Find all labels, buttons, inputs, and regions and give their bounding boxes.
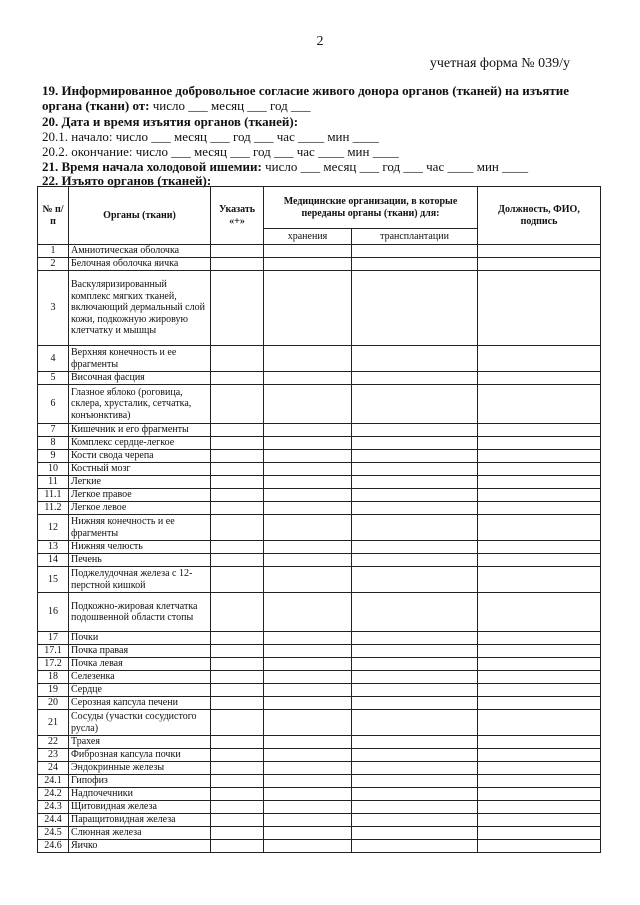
mark-cell[interactable]: [211, 749, 264, 762]
row-number: 24.4: [38, 814, 69, 827]
storage-cell[interactable]: [264, 684, 352, 697]
signature-cell[interactable]: [478, 593, 601, 632]
organ-name: Фиброзная капсула почки: [69, 749, 211, 762]
signature-cell[interactable]: [478, 372, 601, 385]
transplant-cell[interactable]: [352, 736, 478, 749]
row-number: 17.1: [38, 645, 69, 658]
storage-cell[interactable]: [264, 346, 352, 372]
item-21-label: 21. Время начала холодовой ишемии:: [42, 159, 262, 174]
item-20-2-end: 20.2. окончание: число ___ месяц ___ год ___ час ____ мин ____: [42, 144, 399, 159]
transplant-cell[interactable]: [352, 502, 478, 515]
organ-name: Глазное яблоко (роговица, склера, хрусталик, сетчатка, конъюнктива): [69, 385, 211, 424]
signature-cell[interactable]: [478, 645, 601, 658]
signature-cell[interactable]: [478, 710, 601, 736]
transplant-cell[interactable]: [352, 271, 478, 346]
transplant-cell[interactable]: [352, 515, 478, 541]
mark-cell[interactable]: [211, 515, 264, 541]
row-number: 5: [38, 372, 69, 385]
signature-cell[interactable]: [478, 840, 601, 853]
organs-table: [37, 186, 601, 853]
table-row: [38, 658, 601, 671]
mark-cell[interactable]: [211, 762, 264, 775]
storage-cell[interactable]: [264, 671, 352, 684]
item-20-title-text: 20. Дата и время изъятия органов (тканей):: [42, 114, 299, 129]
transplant-cell[interactable]: [352, 450, 478, 463]
signature-cell[interactable]: [478, 489, 601, 502]
signature-cell[interactable]: [478, 554, 601, 567]
transplant-cell[interactable]: [352, 489, 478, 502]
storage-cell[interactable]: [264, 463, 352, 476]
mark-cell[interactable]: [211, 541, 264, 554]
table-row: [38, 245, 601, 258]
organ-name: Трахея: [69, 736, 211, 749]
signature-cell[interactable]: [478, 463, 601, 476]
signature-cell[interactable]: [478, 450, 601, 463]
item-19-line1: [42, 83, 569, 98]
transplant-cell[interactable]: [352, 658, 478, 671]
signature-cell[interactable]: [478, 541, 601, 554]
signature-cell[interactable]: [478, 258, 601, 271]
organ-name: Легкие: [69, 476, 211, 489]
storage-cell[interactable]: [264, 736, 352, 749]
item-19-date: число ___ месяц ___ год ___: [149, 98, 311, 113]
table-row: [38, 385, 601, 424]
organ-name: Надпочечники: [69, 788, 211, 801]
mark-cell[interactable]: [211, 271, 264, 346]
mark-cell[interactable]: [211, 645, 264, 658]
row-number: 11: [38, 476, 69, 489]
organ-name: Серозная капсула печени: [69, 697, 211, 710]
signature-cell[interactable]: [478, 515, 601, 541]
row-number: 11.2: [38, 502, 69, 515]
header-transplant: трансплантации: [352, 229, 478, 245]
signature-cell[interactable]: [478, 385, 601, 424]
mark-cell[interactable]: [211, 710, 264, 736]
table-row: [38, 801, 601, 814]
transplant-cell[interactable]: [352, 840, 478, 853]
organ-name: Кишечник и его фрагменты: [69, 424, 211, 437]
organ-name: Легкое левое: [69, 502, 211, 515]
signature-cell[interactable]: [478, 632, 601, 645]
organ-name: Сердце: [69, 684, 211, 697]
storage-cell[interactable]: [264, 372, 352, 385]
row-number: 11.1: [38, 489, 69, 502]
mark-cell[interactable]: [211, 593, 264, 632]
header-num: № п/п: [38, 187, 69, 245]
transplant-cell[interactable]: [352, 762, 478, 775]
organ-name: Поджелудочная железа с 12-перстной кишкой: [69, 567, 211, 593]
transplant-cell[interactable]: [352, 710, 478, 736]
transplant-cell[interactable]: [352, 684, 478, 697]
row-number: 15: [38, 567, 69, 593]
header-med-orgs: Медицинские организации, в которые переданы органы (ткани) для:: [264, 187, 478, 229]
organ-name: Нижняя конечность и ее фрагменты: [69, 515, 211, 541]
transplant-cell[interactable]: [352, 245, 478, 258]
row-number: 24: [38, 762, 69, 775]
storage-cell[interactable]: [264, 271, 352, 346]
organ-name: Печень: [69, 554, 211, 567]
storage-cell[interactable]: [264, 437, 352, 450]
table-row: [38, 762, 601, 775]
organ-name: Васкуляризированный комплекс мягких тканей, включающий дермальный слой кожи, подкожную жировую клетчатку и мышцы: [69, 271, 211, 346]
organ-name: Височная фасция: [69, 372, 211, 385]
transplant-cell[interactable]: [352, 424, 478, 437]
row-number: 22: [38, 736, 69, 749]
mark-cell[interactable]: [211, 788, 264, 801]
row-number: 20: [38, 697, 69, 710]
signature-cell[interactable]: [478, 801, 601, 814]
signature-cell[interactable]: [478, 271, 601, 346]
storage-cell[interactable]: [264, 645, 352, 658]
storage-cell[interactable]: [264, 632, 352, 645]
item-19-text: 19. Информированное добровольное согласие живого донора органов (тканей) на изъятие: [42, 83, 570, 98]
header-organ: Органы (ткани): [69, 187, 211, 245]
signature-cell[interactable]: [478, 827, 601, 840]
organ-name: Подкожно-жировая клетчатка подошвенной области стопы: [69, 593, 211, 632]
row-number: 8: [38, 437, 69, 450]
row-number: 24.1: [38, 775, 69, 788]
item-19-label: органа (ткани) от:: [42, 98, 150, 113]
signature-cell[interactable]: [478, 749, 601, 762]
table-row: [38, 710, 601, 736]
row-number: 17.2: [38, 658, 69, 671]
transplant-cell[interactable]: [352, 476, 478, 489]
mark-cell[interactable]: [211, 463, 264, 476]
row-number: 13: [38, 541, 69, 554]
row-number: 3: [38, 271, 69, 346]
storage-cell[interactable]: [264, 476, 352, 489]
transplant-cell[interactable]: [352, 567, 478, 593]
table-row: [38, 554, 601, 567]
row-number: 1: [38, 245, 69, 258]
row-number: 24.5: [38, 827, 69, 840]
row-number: 24.6: [38, 840, 69, 853]
transplant-cell[interactable]: [352, 814, 478, 827]
table-row: [38, 593, 601, 632]
header-storage: хранения: [264, 229, 352, 245]
transplant-cell[interactable]: [352, 775, 478, 788]
storage-cell[interactable]: [264, 788, 352, 801]
storage-cell[interactable]: [264, 554, 352, 567]
table-row: [38, 697, 601, 710]
signature-cell[interactable]: [478, 736, 601, 749]
table-row: [38, 840, 601, 853]
mark-cell[interactable]: [211, 245, 264, 258]
signature-cell[interactable]: [478, 437, 601, 450]
transplant-cell[interactable]: [352, 346, 478, 372]
organ-name: Верхняя конечность и ее фрагменты: [69, 346, 211, 372]
mark-cell[interactable]: [211, 554, 264, 567]
signature-cell[interactable]: [478, 775, 601, 788]
storage-cell[interactable]: [264, 385, 352, 424]
signature-cell[interactable]: [478, 476, 601, 489]
table-row: [38, 632, 601, 645]
mark-cell[interactable]: [211, 346, 264, 372]
signature-cell[interactable]: [478, 788, 601, 801]
row-number: 24.2: [38, 788, 69, 801]
storage-cell[interactable]: [264, 502, 352, 515]
signature-cell[interactable]: [478, 697, 601, 710]
item-21-date: число ___ месяц ___ год ___ час ____ мин ____: [261, 159, 529, 174]
table-row: [38, 476, 601, 489]
storage-cell[interactable]: [264, 827, 352, 840]
signature-cell[interactable]: [478, 346, 601, 372]
transplant-cell[interactable]: [352, 437, 478, 450]
storage-cell[interactable]: [264, 840, 352, 853]
row-number: 14: [38, 554, 69, 567]
table-row: [38, 502, 601, 515]
organ-name: Паращитовидная железа: [69, 814, 211, 827]
table-row: [38, 814, 601, 827]
organ-name: Яичко: [69, 840, 211, 853]
table-row: [38, 450, 601, 463]
table-row: [38, 437, 601, 450]
table-row: [38, 684, 601, 697]
transplant-cell[interactable]: [352, 372, 478, 385]
storage-cell[interactable]: [264, 762, 352, 775]
organ-name: Белочная оболочка яичка: [69, 258, 211, 271]
mark-cell[interactable]: [211, 814, 264, 827]
storage-cell[interactable]: [264, 245, 352, 258]
header-signature: Должность, ФИО, подпись: [478, 187, 601, 245]
storage-cell[interactable]: [264, 489, 352, 502]
table-row: [38, 346, 601, 372]
row-number: 2: [38, 258, 69, 271]
signature-cell[interactable]: [478, 567, 601, 593]
table-row: [38, 827, 601, 840]
mark-cell[interactable]: [211, 801, 264, 814]
table-row: [38, 567, 601, 593]
table-row: [38, 736, 601, 749]
row-number: 18: [38, 671, 69, 684]
row-number: 23: [38, 749, 69, 762]
table-row: [38, 645, 601, 658]
organ-name: Щитовидная железа: [69, 801, 211, 814]
table-row: [38, 775, 601, 788]
mark-cell[interactable]: [211, 385, 264, 424]
row-number: 19: [38, 684, 69, 697]
transplant-cell[interactable]: [352, 632, 478, 645]
storage-cell[interactable]: [264, 801, 352, 814]
organ-name: Слюнная железа: [69, 827, 211, 840]
mark-cell[interactable]: [211, 502, 264, 515]
row-number: 4: [38, 346, 69, 372]
organ-name: Эндокринные железы: [69, 762, 211, 775]
mark-cell[interactable]: [211, 450, 264, 463]
organ-name: Костный мозг: [69, 463, 211, 476]
transplant-cell[interactable]: [352, 554, 478, 567]
mark-cell[interactable]: [211, 697, 264, 710]
item-19-line2: [42, 98, 311, 113]
row-number: 9: [38, 450, 69, 463]
organ-name: Сосуды (участки сосудистого русла): [69, 710, 211, 736]
signature-cell[interactable]: [478, 684, 601, 697]
table-row: [38, 489, 601, 502]
transplant-cell[interactable]: [352, 645, 478, 658]
mark-cell[interactable]: [211, 775, 264, 788]
mark-cell[interactable]: [211, 437, 264, 450]
table-row: [38, 372, 601, 385]
transplant-cell[interactable]: [352, 385, 478, 424]
table-row: [38, 788, 601, 801]
mark-cell[interactable]: [211, 684, 264, 697]
page-number: 2: [316, 34, 324, 49]
transplant-cell[interactable]: [352, 697, 478, 710]
transplant-cell[interactable]: [352, 788, 478, 801]
transplant-cell[interactable]: [352, 671, 478, 684]
table-row: [38, 541, 601, 554]
transplant-cell[interactable]: [352, 463, 478, 476]
mark-cell[interactable]: [211, 476, 264, 489]
table-row: [38, 671, 601, 684]
signature-cell[interactable]: [478, 502, 601, 515]
item-20-1-start: 20.1. начало: число ___ месяц ___ год ___ час ____ мин ____: [42, 129, 379, 144]
signature-cell[interactable]: [478, 814, 601, 827]
storage-cell[interactable]: [264, 814, 352, 827]
mark-cell[interactable]: [211, 736, 264, 749]
item-20-title: [42, 114, 298, 129]
storage-cell[interactable]: [264, 710, 352, 736]
table-row: [38, 515, 601, 541]
row-number: 16: [38, 593, 69, 632]
row-number: 24.3: [38, 801, 69, 814]
row-number: 10: [38, 463, 69, 476]
organ-name: Почка правая: [69, 645, 211, 658]
organ-name: Гипофиз: [69, 775, 211, 788]
signature-cell[interactable]: [478, 245, 601, 258]
mark-cell[interactable]: [211, 489, 264, 502]
storage-cell[interactable]: [264, 775, 352, 788]
storage-cell[interactable]: [264, 515, 352, 541]
table-row: [38, 258, 601, 271]
transplant-cell[interactable]: [352, 258, 478, 271]
mark-cell[interactable]: [211, 840, 264, 853]
row-number: 7: [38, 424, 69, 437]
header-mark: Указать «+»: [211, 187, 264, 245]
storage-cell[interactable]: [264, 450, 352, 463]
table-body: [38, 245, 601, 853]
mark-cell[interactable]: [211, 632, 264, 645]
row-number: 17: [38, 632, 69, 645]
mark-cell[interactable]: [211, 424, 264, 437]
storage-cell[interactable]: [264, 567, 352, 593]
transplant-cell[interactable]: [352, 827, 478, 840]
organ-name: Нижняя челюсть: [69, 541, 211, 554]
item-22-title-text: 22. Изъято органов (тканей):: [42, 173, 212, 188]
organ-name: Селезенка: [69, 671, 211, 684]
storage-cell[interactable]: [264, 424, 352, 437]
signature-cell[interactable]: [478, 658, 601, 671]
mark-cell[interactable]: [211, 827, 264, 840]
table-row: [38, 463, 601, 476]
table-row: [38, 749, 601, 762]
organ-name: Легкое правое: [69, 489, 211, 502]
row-number: 21: [38, 710, 69, 736]
signature-cell[interactable]: [478, 671, 601, 684]
organ-name: Почки: [69, 632, 211, 645]
transplant-cell[interactable]: [352, 749, 478, 762]
storage-cell[interactable]: [264, 258, 352, 271]
transplant-cell[interactable]: [352, 541, 478, 554]
organ-name: Кости свода черепа: [69, 450, 211, 463]
mark-cell[interactable]: [211, 372, 264, 385]
row-number: 6: [38, 385, 69, 424]
mark-cell[interactable]: [211, 658, 264, 671]
row-number: 12: [38, 515, 69, 541]
table-row: [38, 424, 601, 437]
transplant-cell[interactable]: [352, 801, 478, 814]
transplant-cell[interactable]: [352, 593, 478, 632]
organ-name: Амниотическая оболочка: [69, 245, 211, 258]
item-21: [42, 159, 528, 174]
signature-cell[interactable]: [478, 762, 601, 775]
storage-cell[interactable]: [264, 593, 352, 632]
mark-cell[interactable]: [211, 258, 264, 271]
storage-cell[interactable]: [264, 541, 352, 554]
storage-cell[interactable]: [264, 697, 352, 710]
storage-cell[interactable]: [264, 749, 352, 762]
organ-name: Комплекс сердце-легкое: [69, 437, 211, 450]
form-title: учетная форма № 039/у: [429, 56, 570, 71]
mark-cell[interactable]: [211, 671, 264, 684]
table-row: [38, 271, 601, 346]
mark-cell[interactable]: [211, 567, 264, 593]
organ-name: Почка левая: [69, 658, 211, 671]
storage-cell[interactable]: [264, 658, 352, 671]
signature-cell[interactable]: [478, 424, 601, 437]
